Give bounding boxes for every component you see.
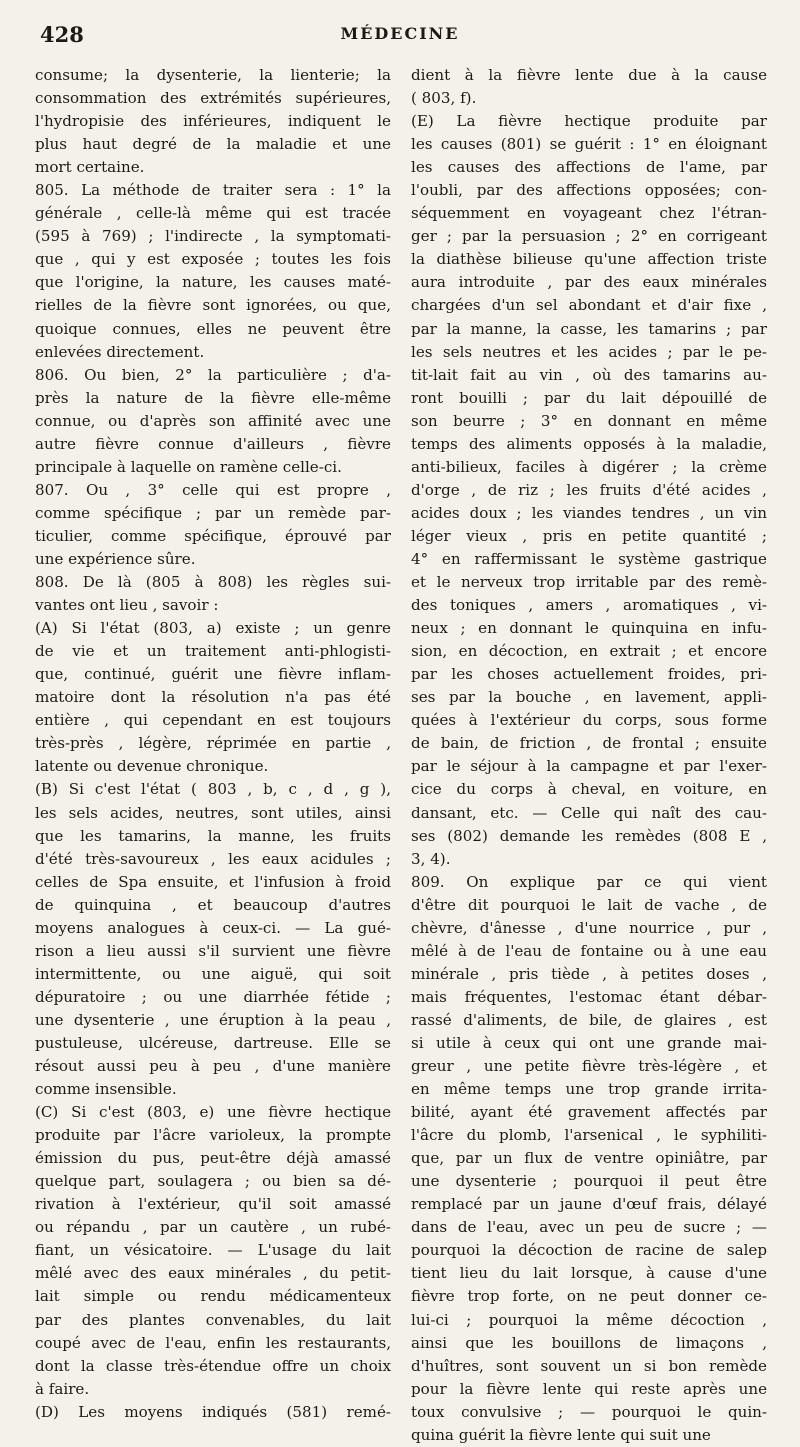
text-line: une dysenterie , une éruption à la peau , bbox=[35, 1010, 391, 1029]
text-line: (B) Si c'est l'état ( 803 , b, c , d , g ), bbox=[35, 780, 391, 799]
text-line: coupé avec de l'eau, enfin les restaurants, bbox=[35, 1333, 391, 1352]
text-line: rivation à l'extérieur, qu'il soit amassé bbox=[35, 1195, 391, 1214]
text-line: dont la classe très-étendue offre un choix bbox=[35, 1356, 391, 1375]
text-line: tient lieu du lait lorsque, à cause d'une bbox=[411, 1264, 767, 1283]
text-line: si utile à ceux qui ont une grande mai- bbox=[411, 1033, 767, 1052]
text-line: de bain, de friction , de frontal ; ensuite bbox=[411, 734, 767, 753]
text-line: que , qui y est exposée ; toutes les fois bbox=[35, 250, 391, 269]
page-header bbox=[40, 22, 760, 54]
text-line: (A) Si l'état (803, a) existe ; un genre bbox=[35, 619, 391, 638]
text-line: (595 à 769) ; l'indirecte , la symptomati- bbox=[35, 227, 391, 246]
text-line: dépuratoire ; ou une diarrhée fétide ; bbox=[35, 987, 391, 1006]
text-line: ainsi que les bouillons de limaçons , bbox=[411, 1333, 767, 1352]
left-text-column bbox=[35, 64, 391, 1424]
text-line: que les tamarins, la manne, les fruits bbox=[35, 826, 391, 845]
text-line: générale , celle-là même qui est tracée bbox=[35, 204, 391, 223]
text-line: rassé d'aliments, de bile, de glaires , est bbox=[411, 1010, 767, 1029]
text-line: autre fièvre connue d'ailleurs , fièvre bbox=[35, 434, 391, 453]
text-line: matoire dont la résolution n'a pas été bbox=[35, 688, 391, 707]
text-line: mais fréquentes, l'estomac étant débar- bbox=[411, 987, 767, 1006]
text-line: intermittente, ou une aiguë, qui soit bbox=[35, 964, 391, 983]
text-line: acides doux ; les viandes tendres , un vin bbox=[411, 503, 767, 522]
text-line: moyens analogues à ceux-ci. — La gué- bbox=[35, 918, 391, 937]
text-line: 808. De là (805 à 808) les règles sui- bbox=[35, 573, 391, 592]
text-line: des toniques , amers , aromatiques , vi- bbox=[411, 596, 767, 615]
text-line: 4° en raffermissant le système gastrique bbox=[411, 549, 767, 568]
text-line: sion, en décoction, en extrait ; et encore bbox=[411, 642, 767, 661]
text-line: les sels acides, neutres, sont utiles, ainsi bbox=[35, 803, 391, 822]
text-line: quoique connues, elles ne peuvent être bbox=[35, 319, 391, 338]
text-line: par le séjour à la campagne et par l'exer- bbox=[411, 757, 767, 776]
text-line: d'être dit pourquoi le lait de vache , de bbox=[411, 895, 767, 914]
text-line: à faire. bbox=[35, 1379, 90, 1398]
text-line: chargées d'un sel abondant et d'air fixe , bbox=[411, 296, 767, 315]
text-line: en même temps une trop grande irrita- bbox=[411, 1080, 767, 1099]
text-line: ront bouilli ; par du lait dépouillé de bbox=[411, 388, 767, 407]
text-line: 3, 4). bbox=[411, 849, 451, 868]
right-text-column bbox=[411, 64, 767, 1447]
text-line: la diathèse bilieuse qu'une affection triste bbox=[411, 250, 767, 269]
text-line: les causes des affections de l'ame, par bbox=[411, 158, 767, 177]
text-line: 805. La méthode de traiter sera : 1° la bbox=[35, 181, 391, 200]
text-line: pustuleuse, ulcéreuse, dartreuse. Elle se bbox=[35, 1033, 391, 1052]
text-line: une expérience sûre. bbox=[35, 549, 196, 568]
text-line: dient à la fièvre lente due à la cause bbox=[411, 66, 767, 84]
text-line: 807. Ou , 3° celle qui est propre , bbox=[35, 480, 391, 499]
text-line: plus haut degré de la maladie et une bbox=[35, 135, 391, 154]
text-line: ger ; par la persuasion ; 2° en corrigeant bbox=[411, 227, 767, 246]
text-line: bilité, ayant été gravement affectés par bbox=[411, 1103, 767, 1122]
text-line: produite par l'âcre varioleux, la prompte bbox=[35, 1126, 391, 1145]
text-line: dans de l'eau, avec un peu de sucre ; — bbox=[411, 1218, 767, 1237]
text-line: (E) La fièvre hectique produite par bbox=[411, 112, 767, 131]
text-line: quées à l'extérieur du corps, sous forme bbox=[411, 711, 767, 730]
text-line: lui-ci ; pourquoi la même décoction , bbox=[411, 1310, 767, 1329]
text-line: d'été très-savoureux , les eaux acidules ; bbox=[35, 849, 391, 868]
text-line: que, par un flux de ventre opiniâtre, par bbox=[411, 1149, 767, 1168]
text-line: par la manne, la casse, les tamarins ; par bbox=[411, 319, 767, 338]
text-line: pourquoi la décoction de racine de salep bbox=[411, 1241, 767, 1260]
text-line: de quinquina , et beaucoup d'autres bbox=[35, 895, 391, 914]
text-line: les sels neutres et les acides ; par le pe- bbox=[411, 342, 767, 361]
text-line: que, continué, guérit une fièvre inflam- bbox=[35, 665, 391, 684]
text-line: mêlé à de l'eau de fontaine ou à une eau bbox=[411, 941, 767, 960]
text-line: ses (802) demande les remèdes (808 E , bbox=[411, 826, 767, 845]
text-line: cice du corps à cheval, en voiture, en bbox=[411, 780, 767, 799]
text-line: très-près , légère, réprimée en partie , bbox=[35, 734, 391, 753]
text-line: consommation des extrémités supérieures, bbox=[35, 89, 391, 108]
text-line: latente ou devenue chronique. bbox=[35, 757, 269, 776]
text-line: (C) Si c'est (803, e) une fièvre hectique bbox=[35, 1103, 391, 1122]
page-number: 428 bbox=[40, 22, 84, 47]
text-line: toux convulsive ; — pourquoi le quin- bbox=[411, 1402, 767, 1421]
text-line: chèvre, d'ânesse , d'une nourrice , pur , bbox=[411, 918, 767, 937]
text-line: remplacé par un jaune d'œuf frais, délayé bbox=[411, 1195, 767, 1214]
text-line: près la nature de la fièvre elle-même bbox=[35, 388, 391, 407]
text-line: enlevées directement. bbox=[35, 342, 205, 361]
text-line: mort certaine. bbox=[35, 158, 145, 177]
text-line: rielles de la fièvre sont ignorées, ou que, bbox=[35, 296, 391, 315]
text-line: comme spécifique ; par un remède par- bbox=[35, 503, 391, 522]
text-line: par des plantes convenables, du lait bbox=[35, 1310, 391, 1329]
text-line: anti-bilieux, faciles à digérer ; la crème bbox=[411, 457, 767, 476]
text-line: tit-lait fait au vin , où des tamarins au- bbox=[411, 365, 767, 384]
text-line: son beurre ; 3° en donnant en même bbox=[411, 411, 767, 430]
text-line: rison a lieu aussi s'il survient une fièvre bbox=[35, 941, 391, 960]
text-line: 806. Ou bien, 2° la particulière ; d'a- bbox=[35, 365, 391, 384]
text-line: (D) Les moyens indiqués (581) remé- bbox=[35, 1402, 391, 1421]
text-line: consume; la dysenterie, la lienterie; la bbox=[35, 66, 391, 84]
text-line: et le nerveux trop irritable par des remè- bbox=[411, 573, 767, 592]
text-line: pour la fièvre lente qui reste après une bbox=[411, 1379, 767, 1398]
text-line: ou répandu , par un cautère , un rubé- bbox=[35, 1218, 391, 1237]
text-line: 809. On explique par ce qui vient bbox=[411, 872, 767, 891]
text-line: celles de Spa ensuite, et l'infusion à froid bbox=[35, 872, 391, 891]
text-line: temps des aliments opposés à la maladie, bbox=[411, 434, 767, 453]
text-line: comme insensible. bbox=[35, 1080, 177, 1099]
text-line: greur , une petite fièvre très-légère , et bbox=[411, 1057, 767, 1076]
text-line: résout aussi peu à peu , d'une manière bbox=[35, 1057, 391, 1076]
text-line: fièvre trop forte, on ne peut donner ce- bbox=[411, 1287, 767, 1306]
text-line: aura introduite , par des eaux minérales bbox=[411, 273, 767, 292]
text-line: entière , qui cependant en est toujours bbox=[35, 711, 391, 730]
text-line: principale à laquelle on ramène celle-ci. bbox=[35, 457, 342, 476]
text-line: l'oubli, par des affections opposées; con- bbox=[411, 181, 767, 200]
text-line: minérale , pris tiède , à petites doses , bbox=[411, 964, 767, 983]
text-line: l'hydropisie des inférieures, indiquent le bbox=[35, 112, 391, 131]
text-line: connue, ou d'après son affinité avec une bbox=[35, 411, 391, 430]
text-line: que l'origine, la nature, les causes maté- bbox=[35, 273, 391, 292]
text-line: quina guérit la fièvre lente qui suit une bbox=[411, 1425, 711, 1444]
text-line: de vie et un traitement anti-phlogisti- bbox=[35, 642, 391, 661]
text-line: ( 803, f). bbox=[411, 89, 477, 108]
text-line: ticulier, comme spécifique, éprouvé par bbox=[35, 526, 391, 545]
text-line: séquemment en voyageant chez l'étran- bbox=[411, 204, 767, 223]
text-line: dansant, etc. — Celle qui naît des cau- bbox=[411, 803, 767, 822]
running-title: MÉDECINE bbox=[340, 24, 460, 43]
text-line: les causes (801) se guérit : 1° en éloignant bbox=[411, 135, 767, 154]
text-line: lait simple ou rendu médicamenteux bbox=[35, 1287, 391, 1306]
text-line: ses par la bouche , en lavement, appli- bbox=[411, 688, 767, 707]
text-line: quelque part, soulagera ; ou bien sa dé- bbox=[35, 1172, 391, 1191]
text-line: fiant, un vésicatoire. — L'usage du lait bbox=[35, 1241, 391, 1260]
text-line: vantes ont lieu , savoir : bbox=[35, 596, 219, 615]
text-line: léger vieux , pris en petite quantité ; bbox=[411, 526, 767, 545]
text-line: d'huîtres, sont souvent un si bon remède bbox=[411, 1356, 767, 1375]
text-line: neux ; en donnant le quinquina en infu- bbox=[411, 619, 767, 638]
text-line: émission du pus, peut-être déjà amassé bbox=[35, 1149, 391, 1168]
text-line: l'âcre du plomb, l'arsenical , le syphiliti- bbox=[411, 1126, 767, 1145]
text-line: d'orge , de riz ; les fruits d'été acides , bbox=[411, 480, 767, 499]
text-line: mêlé avec des eaux minérales , du petit- bbox=[35, 1264, 391, 1283]
text-line: par les choses actuellement froides, pri- bbox=[411, 665, 767, 684]
text-line: une dysenterie ; pourquoi il peut être bbox=[411, 1172, 767, 1191]
